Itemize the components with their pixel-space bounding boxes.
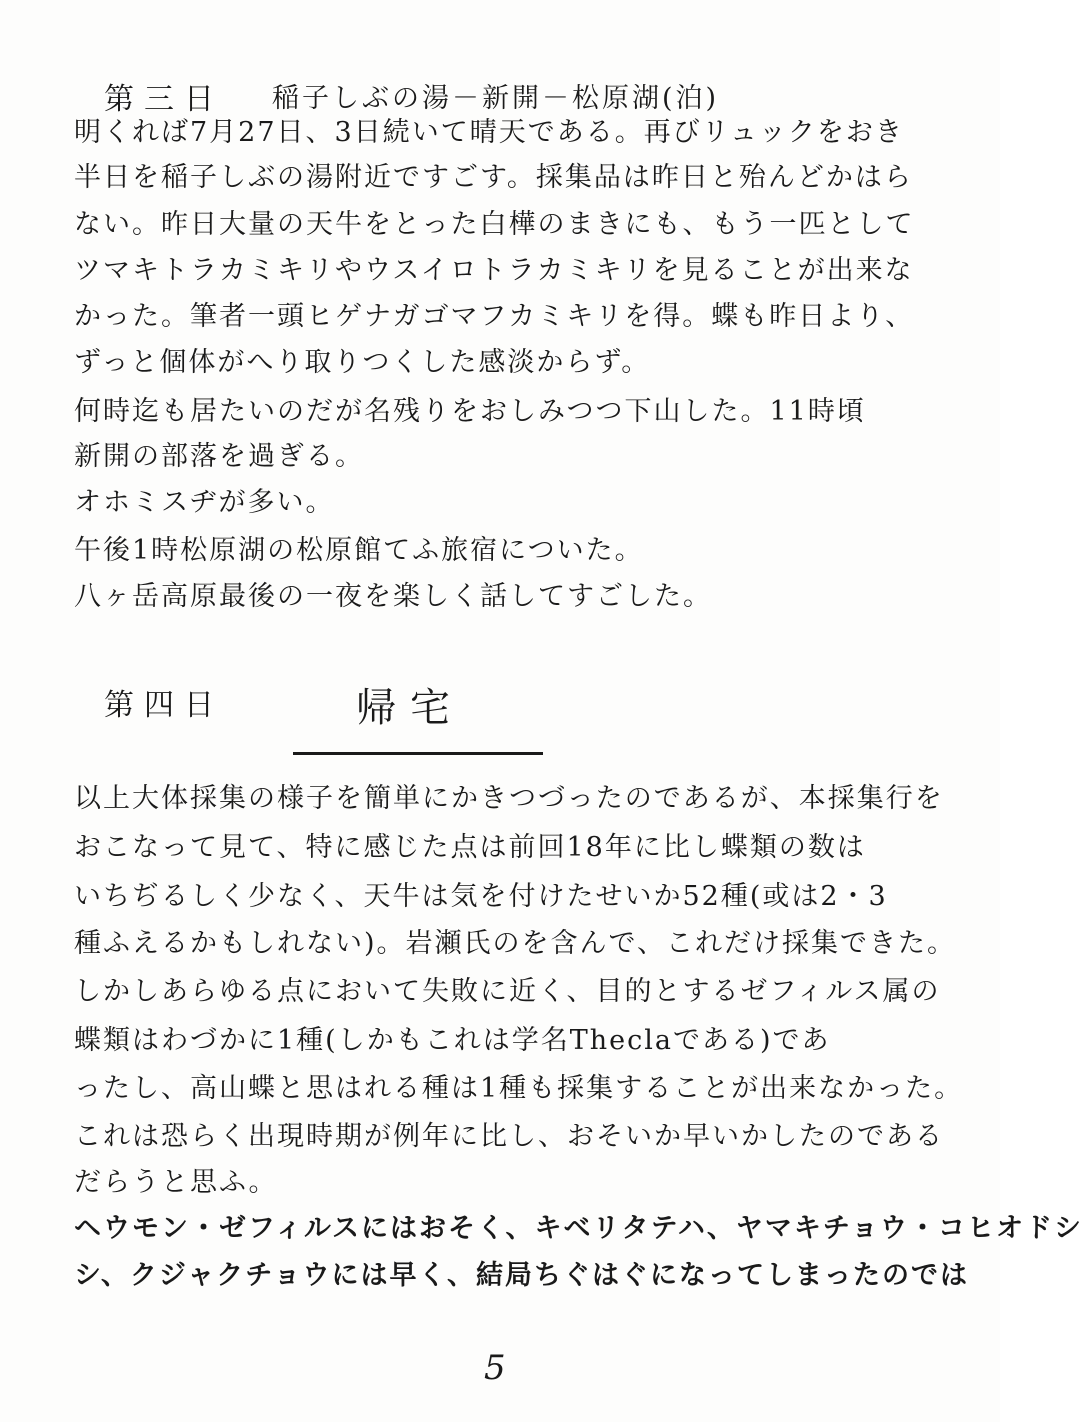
summary-line-4: 種ふえるかもしれない)。岩瀬氏のを含んで、これだけ採集できた。 bbox=[74, 928, 956, 959]
day3-after-line-2: 新開の部落を過ぎる。 bbox=[74, 441, 364, 472]
day3-after-line-4: 午後1時松原湖の松原館てふ旅宿についた。 bbox=[74, 535, 644, 566]
day3-line-2: 半日を稲子しぶの湯附近ですごす。採集品は昨日と殆んどかはら bbox=[74, 162, 913, 193]
day3-after-line-3: オホミスヂが多い。 bbox=[74, 487, 335, 518]
summary-line-1: 以上大体採集の様子を簡単にかきつづったのであるが、本採集行を bbox=[74, 783, 944, 814]
day3-line-5: かった。筆者一頭ヒゲナガゴマフカミキリを得。蝶も昨日より、 bbox=[74, 301, 915, 332]
day3-label: 第三日 bbox=[104, 82, 224, 117]
summary-line-9: だらうと思ふ。 bbox=[74, 1167, 278, 1198]
day3-after-line-1: 何時迄も居たいのだが名残りをおしみつつ下山した。11時頃 bbox=[74, 396, 866, 427]
summary-line-7: ったし、高山蝶と思はれる種は1種も採集することが出来なかった。 bbox=[74, 1073, 964, 1104]
summary-line-3: いちぢるしく少なく、天牛は気を付けたせいか52種(或は2・3 bbox=[74, 881, 888, 912]
day3-line-1: 明くれば7月27日、3日続いて晴天である。再びリュックをおき bbox=[74, 117, 904, 148]
page-number: 5 bbox=[484, 1348, 506, 1388]
day3-line-4: ツマキトラカミキリやウスイロトラカミキリを見ることが出来な bbox=[74, 255, 914, 286]
day3-line-3: ない。昨日大量の天牛をとった白樺のまきにも、もう一匹として bbox=[74, 209, 915, 240]
day3-after-line-5: 八ヶ岳高原最後の一夜を楽しく話してすごした。 bbox=[74, 581, 712, 612]
summary-line-2: おこなって見て、特に感じた点は前回18年に比し蝶類の数は bbox=[74, 832, 866, 863]
day4-title: 帰宅 bbox=[356, 685, 464, 731]
closing-line-2: シ、クジャクチョウには早く、結局ちぐはぐになってしまったのでは bbox=[74, 1260, 969, 1291]
day4-label: 第四日 bbox=[104, 688, 224, 723]
summary-line-6: 蝶類はわづかに1種(しかもこれは学名Theclaである)であ bbox=[74, 1025, 831, 1056]
closing-line-1: ヘウモン・ゼフィルスにはおそく、キベリタテハ、ヤマキチョウ・コヒオドシ bbox=[74, 1213, 1083, 1244]
day3-line-6: ずっと個体がへり取りつくした感淡からず。 bbox=[74, 347, 651, 378]
summary-line-8: これは恐らく出現時期が例年に比し、おそいか早いかしたのである bbox=[74, 1121, 944, 1152]
heading-underline bbox=[293, 752, 543, 755]
summary-line-5: しかしあらゆる点において失敗に近く、目的とするゼフィルス属の bbox=[74, 976, 941, 1007]
day3-route: 稲子しぶの湯－新開－松原湖(泊) bbox=[272, 83, 720, 114]
